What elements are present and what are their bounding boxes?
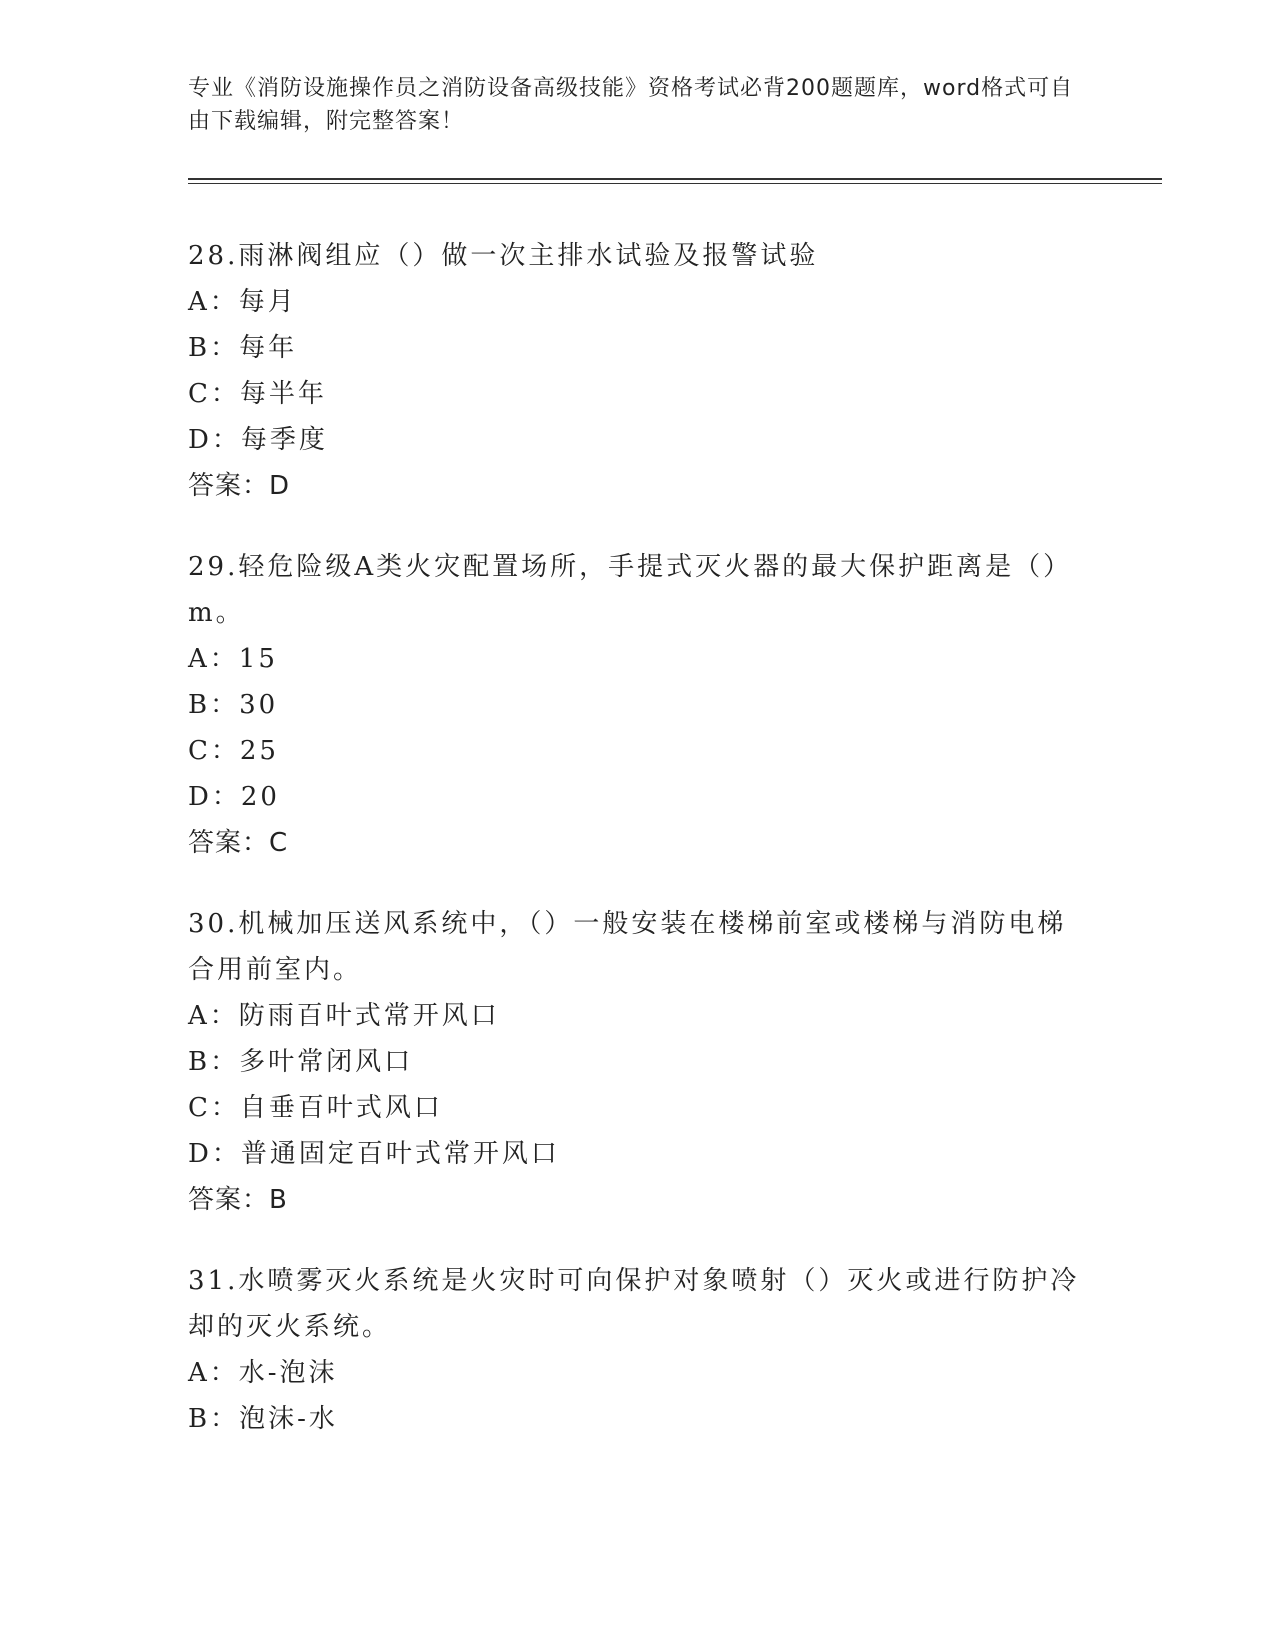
- option-a: A：防雨百叶式常开风口: [188, 1001, 500, 1031]
- option-b: B：每年: [188, 333, 298, 363]
- question-31: [188, 1258, 1088, 1442]
- header-rule-bottom: [188, 183, 1162, 184]
- answer-label: 答案：D: [188, 471, 291, 501]
- question-28: [188, 233, 1088, 509]
- question-29: [188, 544, 1088, 866]
- question-stem: 29.轻危险级A类火灾配置场所，手提式灭火器的最大保护距离是（）m。: [188, 552, 1073, 628]
- option-c: C：每半年: [188, 379, 327, 409]
- option-c: C：25: [188, 736, 279, 766]
- question-30: [188, 901, 1088, 1223]
- option-c: C：自垂百叶式风口: [188, 1093, 443, 1123]
- question-list: [188, 233, 1088, 1477]
- option-d: D：20: [188, 782, 280, 812]
- option-a: A：水-泡沫: [188, 1358, 338, 1388]
- option-d: D：每季度: [188, 425, 328, 455]
- option-b: B：30: [188, 690, 279, 720]
- question-stem: 30.机械加压送风系统中，（）一般安装在楼梯前室或楼梯与消防电梯合用前室内。: [188, 909, 1067, 985]
- option-d: D：普通固定百叶式常开风口: [188, 1139, 560, 1169]
- document-header: 专业《消防设施操作员之消防设备高级技能》资格考试必背200题题库，word格式可自由下载编辑，附完整答案！: [188, 76, 1074, 134]
- question-stem: 28.雨淋阀组应（）做一次主排水试验及报警试验: [188, 241, 819, 271]
- answer-label: 答案：C: [188, 828, 289, 858]
- answer-label: 答案：B: [188, 1185, 288, 1215]
- option-b: B：泡沫-水: [188, 1404, 338, 1434]
- option-a: A：每月: [188, 287, 297, 317]
- option-b: B：多叶常闭风口: [188, 1047, 414, 1077]
- question-stem: 31.水喷雾灭火系统是火灾时可向保护对象喷射（）灭火或进行防护冷却的灭火系统。: [188, 1266, 1080, 1342]
- header-rule-top: [188, 178, 1162, 180]
- option-a: A：15: [188, 644, 278, 674]
